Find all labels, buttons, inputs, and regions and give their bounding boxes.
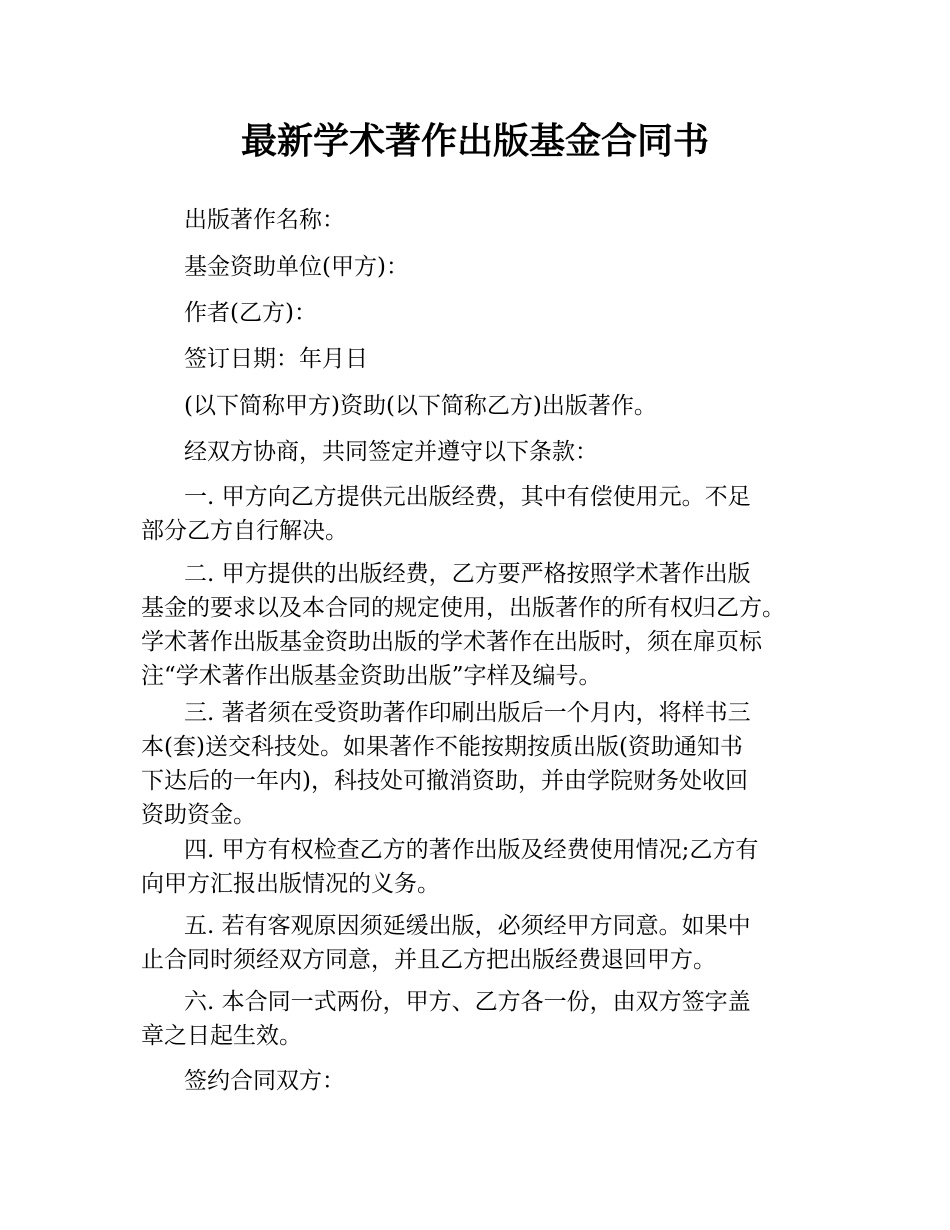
clause-line: 基金的要求以及本合同的规定使用，出版著作的所有权归乙方。 (141, 595, 785, 621)
clause-line: 下达后的一年内)，科技处可撤消资助，并由学院财务处收回 (141, 768, 748, 794)
clause-1 (141, 480, 821, 548)
clause-6 (141, 985, 821, 1053)
agreement-lead-in: 经双方协商，共同签定并遵守以下条款： (184, 439, 598, 465)
clause-line: 资助资金。 (141, 802, 256, 828)
clause-line: 止合同时须经双方同意，并且乙方把出版经费退回甲方。 (141, 947, 716, 973)
clause-5 (141, 909, 821, 977)
clause-line: 五. 若有客观原因须延缓出版，必须经甲方同意。如果中 (184, 913, 751, 939)
field-author-party: 作者(乙方)： (184, 300, 317, 326)
clause-line: 学术著作出版基金资助出版的学术著作在出版时，须在扉页标 (141, 629, 762, 655)
clause-line: 二. 甲方提供的出版经费，乙方要严格按照学术著作出版 (184, 561, 751, 587)
clause-line: 本(套)送交科技处。如果著作不能按期按质出版(资助通知书 (141, 734, 743, 760)
signatories-label: 签约合同双方： (184, 1068, 345, 1094)
clause-3 (141, 696, 821, 832)
clause-line: 部分乙方自行解决。 (141, 518, 348, 544)
intro-sentence: (以下简称甲方)资助(以下简称乙方)出版著作。 (184, 393, 657, 419)
field-funding-party: 基金资助单位(甲方)： (184, 254, 409, 280)
document-title: 最新学术著作出版基金合同书 (240, 121, 709, 162)
clause-line: 注“学术著作出版基金资助出版”字样及编号。 (141, 663, 602, 689)
clause-line: 章之日起生效。 (141, 1023, 302, 1049)
field-work-title: 出版著作名称： (184, 207, 345, 233)
clause-line: 六. 本合同一式两份，甲方、乙方各一份，由双方签字盖 (184, 989, 751, 1015)
field-signing-date: 签订日期：年月日 (184, 346, 368, 372)
clause-line: 一. 甲方向乙方提供元出版经费，其中有偿使用元。不足 (184, 484, 751, 510)
clause-line: 向甲方汇报出版情况的义务。 (141, 871, 440, 897)
clause-4 (141, 833, 821, 901)
clause-2 (141, 557, 821, 693)
clause-line: 四. 甲方有权检查乙方的著作出版及经费使用情况;乙方有 (184, 837, 759, 863)
clause-line: 三. 著者须在受资助著作印刷出版后一个月内，将样书三 (184, 700, 751, 726)
